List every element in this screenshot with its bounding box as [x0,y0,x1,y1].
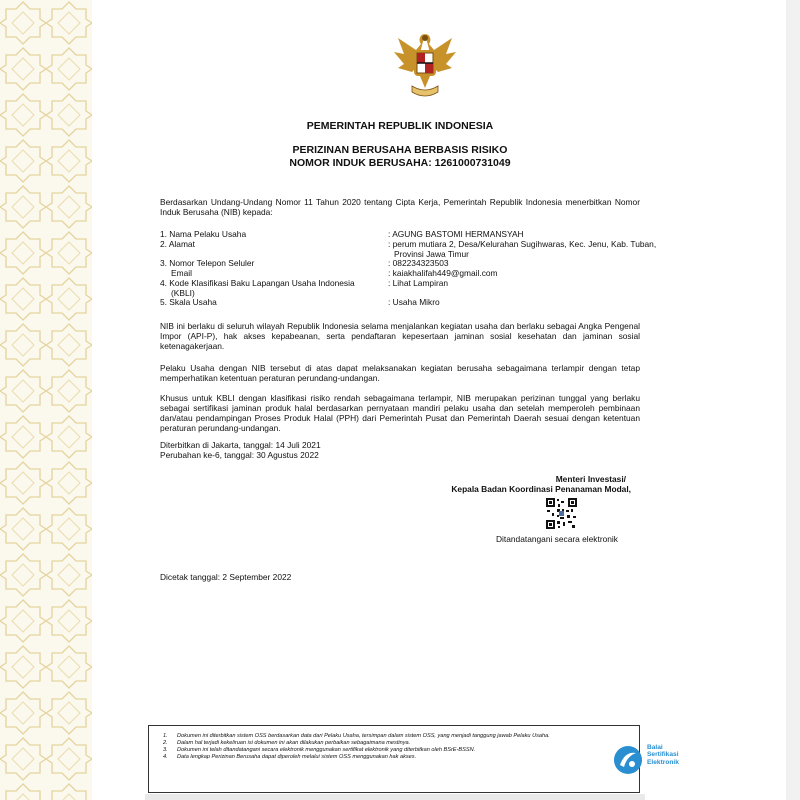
field-value-phone: : 082234323503 [388,258,449,268]
revision-date: Perubahan ke-6, tanggal: 30 Agustus 2022 [160,450,319,460]
field-label-kbli: 4. Kode Klasifikasi Baku Lapangan Usaha Indonesia [160,278,355,288]
footer-note: 2. Dalam hal terjadi kekeliruan isi dokumen ini akan dilakukan perbaikan sebagaimana mestinya. [163,740,411,746]
paragraph-halal-certification: Khusus untuk KBLI dengan klasifikasi risiko rendah sebagaimana terlampir, NIB merupakan perizinan tunggal yang berlaku sebagai sertifikasi jaminan produk halal berdasarkan pernyataan mandiri pelaku usaha dan setelah memperoleh pembinaan dan/atau pendampingan Proses Produk Halal (PPH) dari Pemerintah Pusat dan Pemerintah Daerah sesuai dengan ketentuan peraturan perundang-undangan. [160,393,640,433]
government-title: PEMERINTAH REPUBLIK INDONESIA [306,120,494,132]
page-bottom-edge [145,794,645,800]
field-label-email: Email [171,268,192,278]
field-value-name: : AGUNG BASTOMI HERMANSYAH [388,229,524,239]
field-value-address: : perum mutiara 2, Desa/Kelurahan Sugihwaras, Kec. Jenu, Kab. Tuban, [388,239,657,249]
footer-notes-list [163,733,588,761]
field-label-kbli-line2: (KBLI) [171,288,195,298]
field-value-address-line2: Provinsi Jawa Timur [394,249,469,259]
printed-date: Dicetak tanggal: 2 September 2022 [160,572,292,582]
field-value-kbli: : Lihat Lampiran [388,278,449,288]
intro-paragraph: Berdasarkan Undang-Undang Nomor 11 Tahun 2020 tentang Cipta Kerja, Pemerintah Republik Indonesia menerbitkan Nomor Induk Berusaha (NIB) kepada: [160,197,640,217]
field-value-scale: : Usaha Mikro [388,297,440,307]
signatory-title-line2: Kepala Badan Koordinasi Penanaman Modal, [451,484,631,494]
electronic-signature-note: Ditandatangani secara elektronik [496,534,618,544]
field-value-email: : kaiakhalifah449@gmail.com [388,268,498,278]
field-label-name: 1. Nama Pelaku Usaha [160,229,247,239]
issued-date: Diterbitkan di Jakarta, tanggal: 14 Juli 2021 [160,440,321,450]
garuda-emblem-icon [390,28,460,106]
footer-note: 4. Data lengkap Perizinan Berusaha dapat diperoleh melalui sistem OSS menggunakan hak akses. [163,754,417,760]
nib-number: NOMOR INDUK BERUSAHA: 1261000731049 [289,157,511,169]
paragraph-nib-validity: NIB ini berlaku di seluruh wilayah Republik Indonesia selama menjalankan kegiatan usaha dan berlaku sebagai Angka Pengenal Impor (API-P), hak akses kepabeanan, serta pendaftaran kepesertaan jaminan sosial kesehatan dan jaminan sosial ketenagakerjaan. [160,321,640,351]
paragraph-business-activity: Pelaku Usaha dengan NIB tersebut di atas dapat melaksanakan kegiatan berusaha sebagaimana terlampir dengan tetap memperhatikan ketentuan peraturan perundang-undangan. [160,363,640,383]
field-label-address: 2. Alamat [160,239,195,249]
footer-note: 3. Dokumen ini telah ditandatangani secara elektronik menggunakan sertifikat elektronik yang diterbitkan oleh BSrE-BSSN. [163,747,476,753]
field-label-phone: 3. Nomor Telepon Seluler [160,258,255,268]
qr-code-icon [545,497,578,530]
document-title: PERIZINAN BERUSAHA BERBASIS RISIKO [292,144,508,156]
field-label-scale: 5. Skala Usaha [160,297,217,307]
signatory-title: Menteri Investasi/ [555,474,626,484]
footer-note: 1. Dokumen ini diterbitkan sistem OSS berdasarkan data dari Pelaku Usaha, tersimpan dalam sistem OSS, yang menjadi tanggung jawab Pelaku Usaha. [163,733,550,739]
footer-notes-box [148,725,640,793]
bsre-label: Balai Sertifikasi Elektronik [647,744,679,766]
